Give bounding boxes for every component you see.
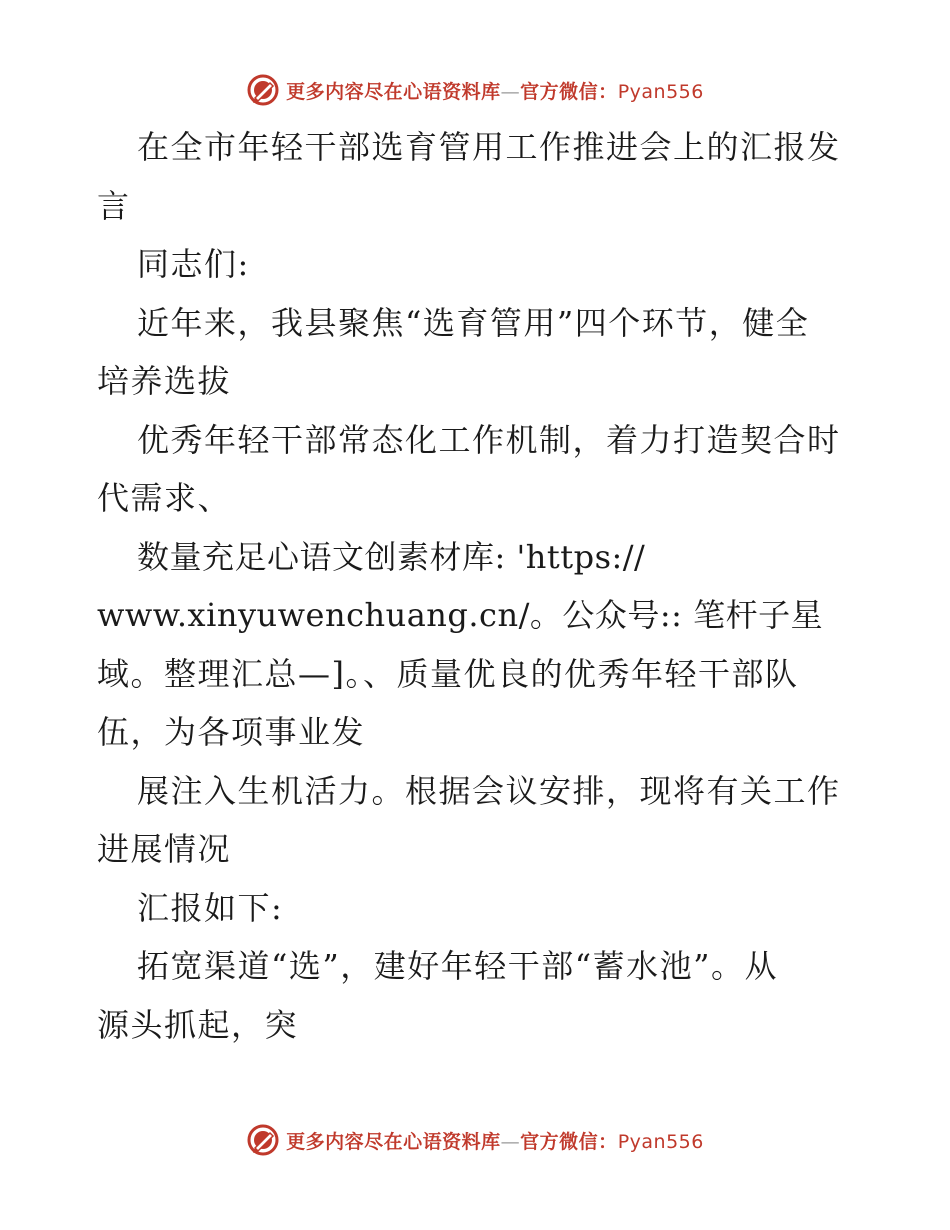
paragraph-line: 伍，为各项事业发 — [97, 713, 366, 751]
wechat-label: 官方微信： — [520, 80, 618, 103]
paragraph-line: 汇报如下: — [137, 888, 284, 927]
brand-text: 更多内容尽在心语资料库 — [286, 80, 501, 103]
paragraph-line: 数量充足心语文创素材库: 'https:// — [137, 537, 646, 576]
document-title-line: 言 — [97, 186, 131, 225]
paragraph-line: 域。整理汇总—]。、质量优良的优秀年轻干部队 — [97, 654, 799, 693]
banner-text — [286, 77, 704, 104]
paragraph-line: 培养选拔 — [97, 362, 232, 400]
footer-banner — [0, 1120, 950, 1160]
pen-circle-logo-icon — [246, 73, 280, 107]
paragraph-line: 进展情况 — [97, 830, 232, 868]
document-body — [97, 118, 857, 1054]
paragraph-line: 优秀年轻干部常态化工作机制，着力打造契合时 — [137, 420, 841, 459]
wechat-label: 官方微信： — [520, 1130, 618, 1153]
banner-text — [286, 1127, 704, 1154]
banner-separator: — — [500, 80, 521, 103]
header-banner — [0, 70, 950, 110]
paragraph-line: www.xinyuwenchuang.cn/。公众号:: 笔杆子星 — [97, 596, 824, 634]
paragraph-line: 拓宽渠道“选”，建好年轻干部“蓄水池”。从 — [137, 947, 778, 985]
salutation-line: 同志们: — [137, 245, 250, 283]
banner-separator: — — [500, 1130, 521, 1153]
paragraph-line: 近年来，我县聚焦“选育管用”四个环节，健全 — [137, 303, 810, 342]
paragraph-line: 展注入生机活力。根据会议安排，现将有关工作 — [137, 771, 841, 810]
brand-text: 更多内容尽在心语资料库 — [286, 1130, 501, 1153]
pen-circle-logo-icon — [246, 1123, 280, 1157]
wechat-handle: Pyan556 — [617, 1130, 704, 1153]
paragraph-line: 代需求、 — [97, 479, 232, 517]
wechat-handle: Pyan556 — [617, 80, 704, 103]
document-title-line: 在全市年轻干部选育管用工作推进会上的汇报发 — [137, 128, 841, 166]
paragraph-line: 源头抓起，突 — [97, 1005, 299, 1044]
